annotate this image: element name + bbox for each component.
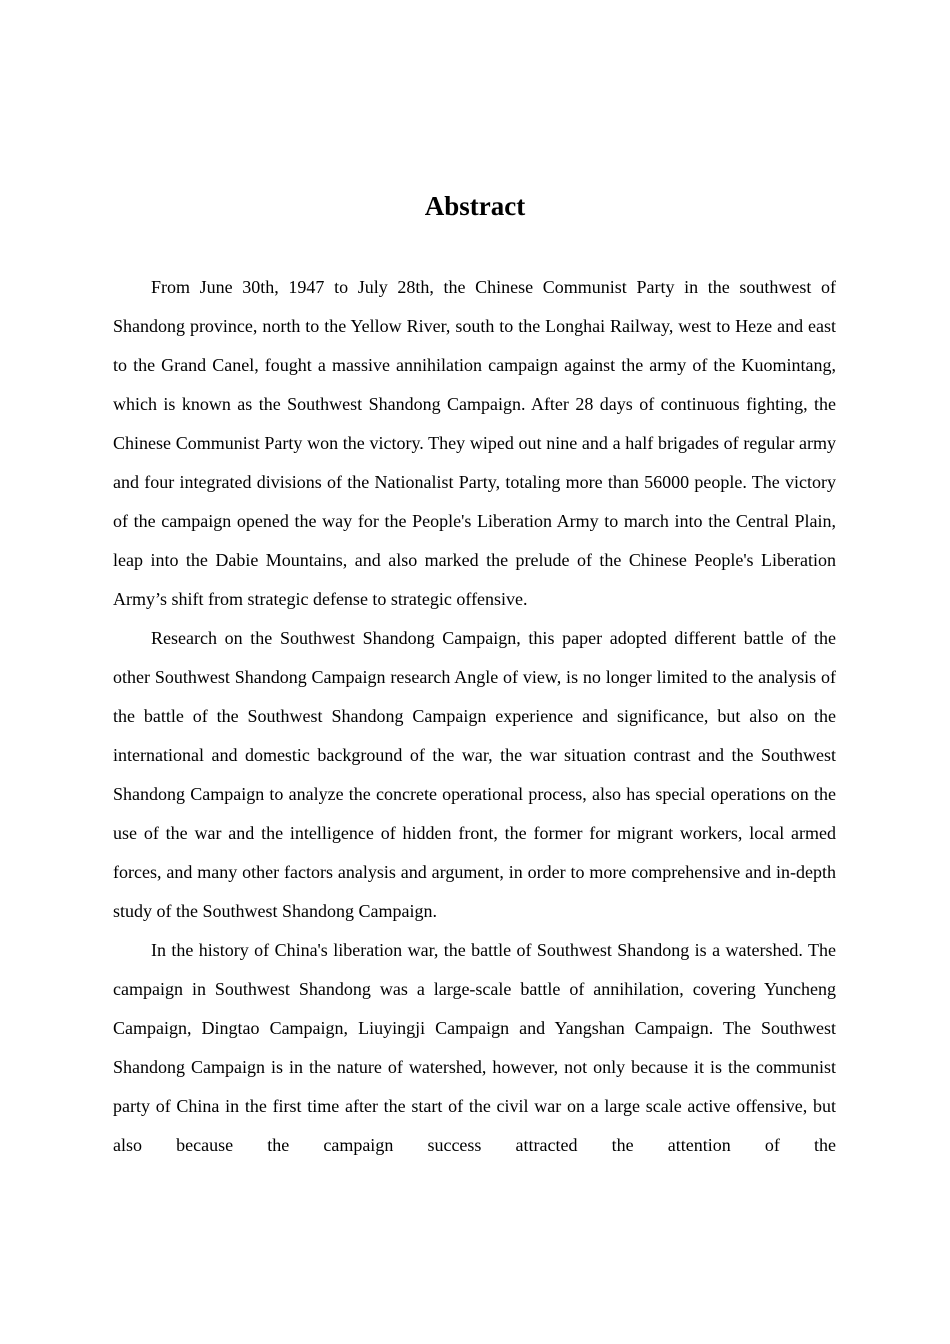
abstract-paragraph-3: In the history of China's liberation war, the battle of Southwest Shandong is a watershed. The campaign in Southwest Shandong was a large-scale battle of annihilation, covering Yuncheng Campaign, Dingtao Campaign, Liuyingji Campaign and Yangshan Campaign. The Southwest Shandong Campaign is in the nature of watershed, however, not only because it is the communist party of China in the first time after the start of the civil war on a large scale active offensive, but also because the campaign success attracted the attention of the	[113, 940, 836, 1155]
abstract-paragraph-2: Research on the Southwest Shandong Campaign, this paper adopted different battle of the other Southwest Shandong Campaign research Angle of view, is no longer limited to the analysis of the battle of the Southwest Shandong Campaign experience and significance, but also on the international and domestic background of the war, the war situation contrast and the Southwest Shandong Campaign to analyze the concrete operational process, also has special operations on the use of the war and the intelligence of hidden front, the former for migrant workers, local armed forces, and many other factors analysis and argument, in order to more comprehensive and in-depth study of the Southwest Shandong Campaign.	[113, 628, 836, 921]
abstract-body	[113, 268, 836, 1165]
page-title: Abstract	[424, 191, 526, 221]
abstract-paragraph-1: From June 30th, 1947 to July 28th, the Chinese Communist Party in the southwest of Shandong province, north to the Yellow River, south to the Longhai Railway, west to Heze and east to the Grand Canel, fought a massive annihilation campaign against the army of the Kuomintang, which is known as the Southwest Shandong Campaign. After 28 days of continuous fighting, the Chinese Communist Party won the victory. They wiped out nine and a half brigades of regular army and four integrated divisions of the Nationalist Party, totaling more than 56000 people. The victory of the campaign opened the way for the People's Liberation Army to march into the Central Plain, leap into the Dabie Mountains, and also marked the prelude of the Chinese People's Liberation Army’s shift from strategic defense to strategic offensive.	[113, 277, 836, 609]
